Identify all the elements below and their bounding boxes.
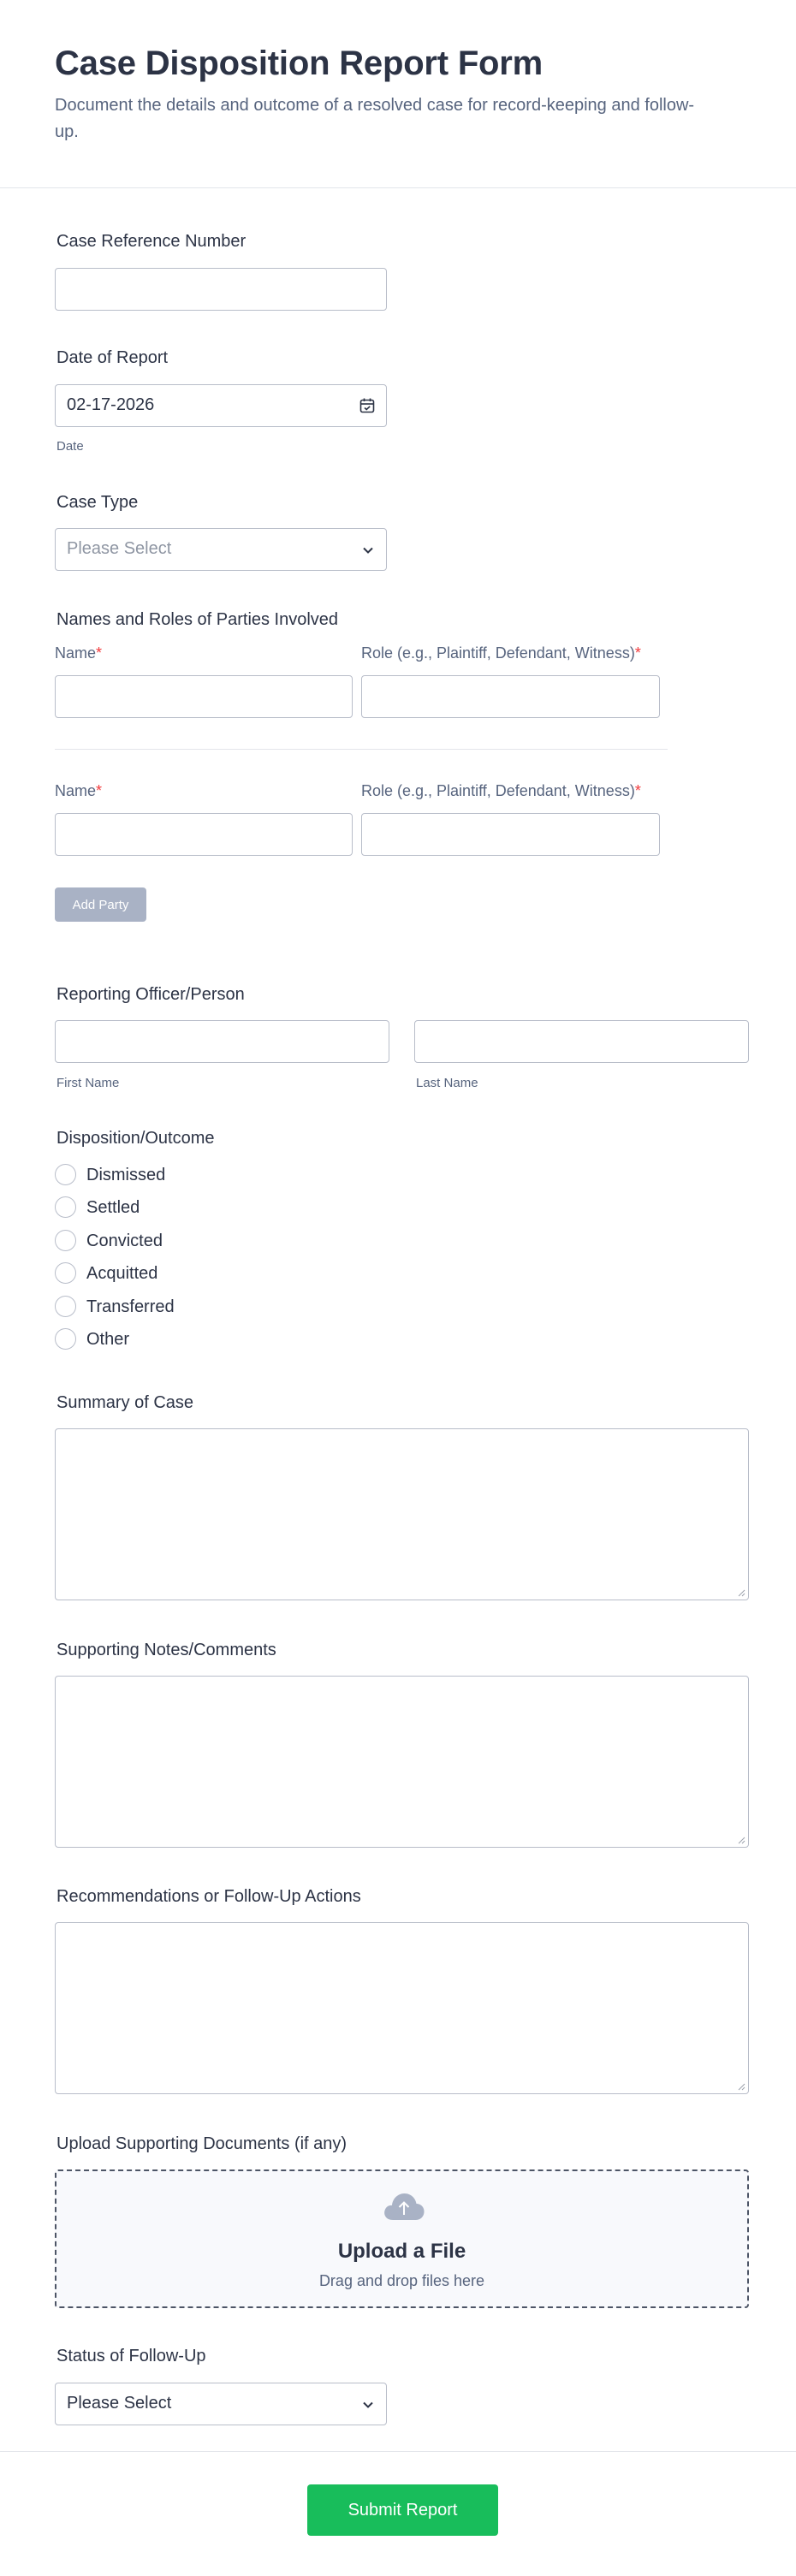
form-footer (0, 2451, 796, 2576)
date-of-report-input[interactable] (55, 384, 387, 427)
follow-up-status-select[interactable] (55, 2383, 387, 2425)
resize-handle-icon[interactable] (737, 1836, 746, 1844)
party-2-role-input[interactable] (361, 813, 660, 856)
follow-up-status-value: Please Select (67, 2394, 172, 2413)
calendar-icon[interactable] (359, 397, 376, 414)
resize-handle-icon[interactable] (737, 1588, 746, 1597)
radio-button[interactable] (55, 1262, 76, 1284)
party-2-role-label: Role (e.g., Plaintiff, Defendant, Witness)* (361, 782, 641, 799)
radio-button[interactable] (55, 1230, 76, 1251)
case-type-placeholder: Please Select (67, 539, 172, 558)
case-type-label: Case Type (56, 493, 139, 512)
notes-label: Supporting Notes/Comments (56, 1641, 276, 1659)
case-type-select[interactable] (55, 528, 387, 571)
radio-label: Other (86, 1330, 130, 1349)
date-of-report-label: Date of Report (56, 348, 169, 367)
party-2-name-label: Name* (55, 782, 103, 799)
last-name-hint: Last Name (416, 1076, 478, 1090)
case-reference-input[interactable] (55, 268, 387, 311)
date-of-report-value: 02-17-2026 (67, 395, 155, 414)
upload-subtitle: Drag and drop files here (318, 2272, 485, 2289)
page-title: Case Disposition Report Form (55, 45, 544, 82)
recommendations-label: Recommendations or Follow-Up Actions (56, 1887, 361, 1906)
radio-button[interactable] (55, 1196, 76, 1218)
party-divider (55, 749, 668, 750)
form-header (0, 0, 796, 188)
party-1-role-label: Role (e.g., Plaintiff, Defendant, Witness)* (361, 644, 641, 662)
disposition-label: Disposition/Outcome (56, 1129, 215, 1148)
radio-label: Transferred (86, 1297, 175, 1316)
notes-textarea[interactable] (55, 1676, 749, 1848)
last-name-input[interactable] (414, 1020, 749, 1063)
cloud-upload-icon (383, 2192, 425, 2223)
radio-label: Settled (86, 1198, 140, 1217)
chevron-down-icon (360, 543, 376, 558)
submit-button[interactable]: Submit Report (307, 2484, 498, 2536)
upload-label: Upload Supporting Documents (if any) (56, 2134, 348, 2153)
date-hint: Date (56, 439, 84, 454)
party-1-name-label: Name* (55, 644, 103, 662)
parties-label: Names and Roles of Parties Involved (56, 610, 339, 629)
first-name-hint: First Name (56, 1076, 120, 1090)
resize-handle-icon[interactable] (737, 2082, 746, 2091)
reporting-officer-label: Reporting Officer/Person (56, 985, 245, 1004)
first-name-input[interactable] (55, 1020, 389, 1063)
summary-textarea[interactable] (55, 1428, 749, 1600)
summary-label: Summary of Case (56, 1393, 194, 1412)
page-subtitle: Document the details and outcome of a resolved case for record-keeping and follow-up. (55, 96, 695, 141)
radio-button[interactable] (55, 1164, 76, 1185)
case-reference-label: Case Reference Number (56, 232, 247, 251)
party-2-name-input[interactable] (55, 813, 353, 856)
follow-up-status-label: Status of Follow-Up (56, 2347, 206, 2365)
radio-label: Acquitted (86, 1264, 158, 1283)
party-1-role-input[interactable] (361, 675, 660, 718)
recommendations-textarea[interactable] (55, 1922, 749, 2094)
radio-label: Dismissed (86, 1166, 166, 1184)
radio-button[interactable] (55, 1328, 76, 1350)
file-upload-dropzone[interactable] (55, 2169, 749, 2308)
add-party-button[interactable]: Add Party (55, 887, 146, 922)
upload-title: Upload a File (337, 2240, 466, 2263)
radio-label: Convicted (86, 1232, 163, 1250)
radio-button[interactable] (55, 1296, 76, 1317)
party-1-name-input[interactable] (55, 675, 353, 718)
chevron-down-icon (360, 2397, 376, 2413)
